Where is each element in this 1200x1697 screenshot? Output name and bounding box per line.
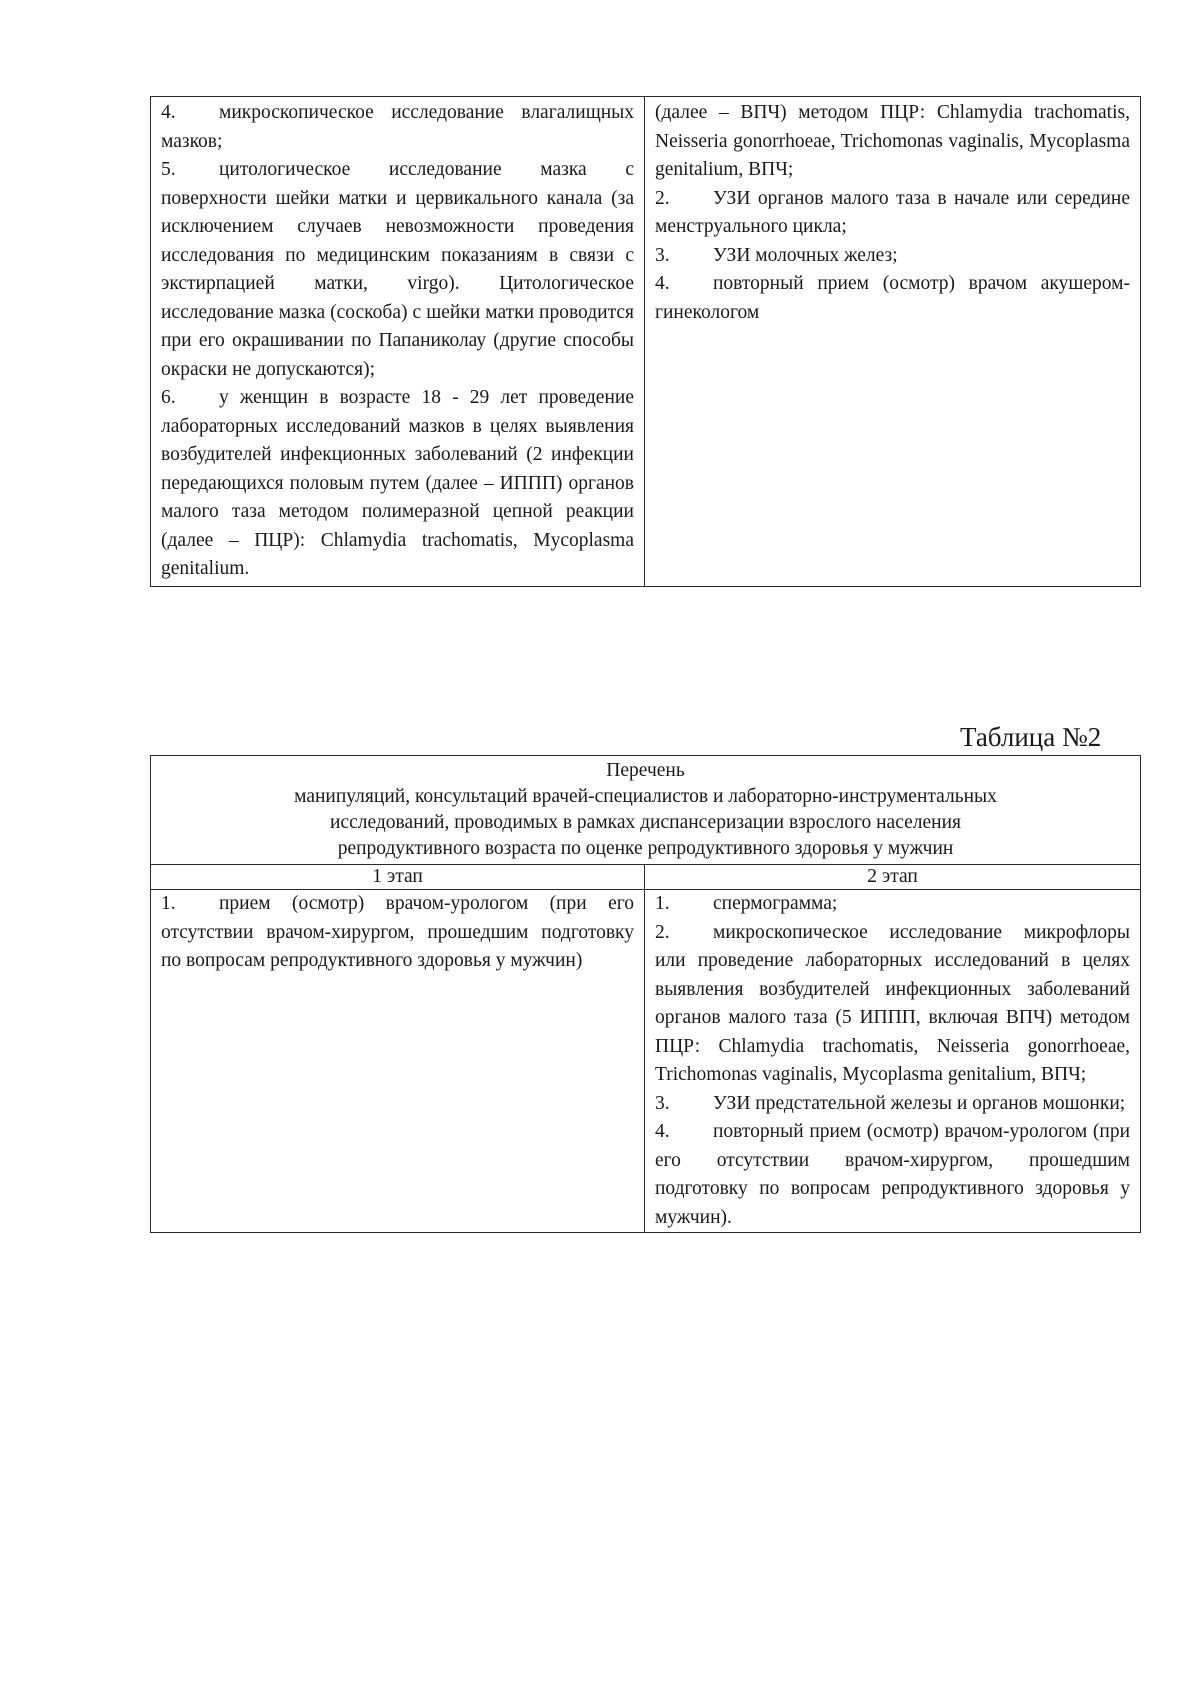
table-header-row bbox=[151, 865, 1141, 890]
stage-2-cell bbox=[645, 890, 1141, 1233]
list-item bbox=[655, 890, 1130, 919]
item-text: прием (осмотр) врачом-урологом (при его отсутствии врачом-хирургом, прошедшим подготовку по вопросам репродуктивного здоровья у мужчин) bbox=[161, 893, 634, 971]
table-label: Таблица №2 bbox=[960, 722, 1102, 752]
item-text: микроскопическое исследование микрофлоры или проведение лабораторных исследований в целях выявления возбудителей инфекционных заболеваний органов малого таза (5 ИППП, включая ВПЧ) методом ПЦР: Chlamydia trachomatis, Neisseria gonorrhoeae, Trichomonas vaginalis, Mycoplasma genitalium, ВПЧ; bbox=[655, 921, 1131, 1085]
item-text: у женщин в возрасте 18 - 29 лет проведение лабораторных исследований мазков в целях выявления возбудителей инфекционных заболеваний (2 инфекции передающихся половым путем (далее – ИППП) органов малого таза методом полимеразной цепной реакции (далее – ПЦР): Chlamydia trachomatis, Mycoplasma genitalium. bbox=[161, 387, 634, 579]
title-line: Перечень bbox=[606, 760, 685, 781]
list-item bbox=[655, 242, 1130, 271]
item-number: 6. bbox=[161, 387, 176, 408]
item-text: спермограмма; bbox=[713, 893, 838, 914]
item-text: УЗИ предстательной железы и органов мошонки; bbox=[713, 1092, 1126, 1114]
item-number: 3. bbox=[655, 244, 670, 266]
item-number: 1. bbox=[161, 893, 176, 914]
list-item-continuation: (далее – ВПЧ) методом ПЦР: Chlamydia trachomatis, Neisseria gonorrhoeae, Trichomonas vaginalis, Mycoplasma genitalium, ВПЧ; bbox=[655, 102, 1130, 180]
table-title-row bbox=[151, 756, 1141, 865]
item-number: 5. bbox=[161, 159, 176, 180]
list-item bbox=[655, 919, 1130, 1090]
item-text: повторный прием (осмотр) врачом акушером-гинекологом bbox=[655, 273, 1130, 323]
column-header-stage-2: 2 этап bbox=[645, 865, 1141, 890]
title-line: репродуктивного возраста по оценке репродуктивного здоровья у мужчин bbox=[337, 838, 954, 859]
item-text: повторный прием (осмотр) врачом-урологом (при его отсутствии врачом-хирургом, прошедшим подготовку по вопросам репродуктивного здоровья у мужчин). bbox=[655, 1121, 1131, 1228]
list-item bbox=[655, 270, 1130, 327]
table-row bbox=[151, 97, 1141, 587]
item-number: 4. bbox=[655, 1121, 670, 1142]
item-number: 2. bbox=[655, 921, 670, 943]
item-text: УЗИ органов малого таза в начале или середине менструального цикла; bbox=[655, 187, 1130, 237]
list-item bbox=[161, 384, 634, 584]
table-2 bbox=[150, 755, 1141, 1233]
table-title bbox=[151, 756, 1141, 865]
item-text: цитологическое исследование мазка с поверхности шейки матки и цервикального канала (за исключением случаев невозможности проведения исследования по медицинским показаниям в связи с экстирпацией матки, virgo). Цитологическое исследование мазка (соскоба) с шейки матки проводится при его окрашивании по Папаниколау (другие способы окраски не допускаются); bbox=[161, 159, 634, 380]
title-line: исследований, проводимых в рамках диспансеризации взрослого населения bbox=[330, 812, 961, 833]
item-number: 4. bbox=[161, 102, 176, 123]
list-item bbox=[161, 156, 634, 384]
table-1-continuation bbox=[150, 96, 1141, 587]
title-line: манипуляций, консультаций врачей-специалистов и лабораторно-инструментальных bbox=[294, 786, 997, 807]
list-item bbox=[655, 1118, 1130, 1232]
item-number: 4. bbox=[655, 273, 670, 294]
column-header-stage-1: 1 этап bbox=[151, 865, 645, 890]
stage-1-cell bbox=[151, 890, 645, 1233]
item-text: микроскопическое исследование влагалищных мазков; bbox=[161, 102, 634, 152]
list-item bbox=[655, 185, 1130, 242]
item-number: 3. bbox=[655, 1092, 670, 1114]
stage-1-cell bbox=[151, 97, 645, 587]
list-item bbox=[161, 99, 634, 156]
list-item bbox=[161, 890, 634, 976]
stage-2-cell bbox=[645, 97, 1141, 587]
list-item bbox=[655, 1090, 1130, 1119]
table-row bbox=[151, 890, 1141, 1233]
item-number: 1. bbox=[655, 893, 670, 914]
item-number: 2. bbox=[655, 187, 670, 209]
item-text: УЗИ молочных желез; bbox=[713, 244, 898, 266]
